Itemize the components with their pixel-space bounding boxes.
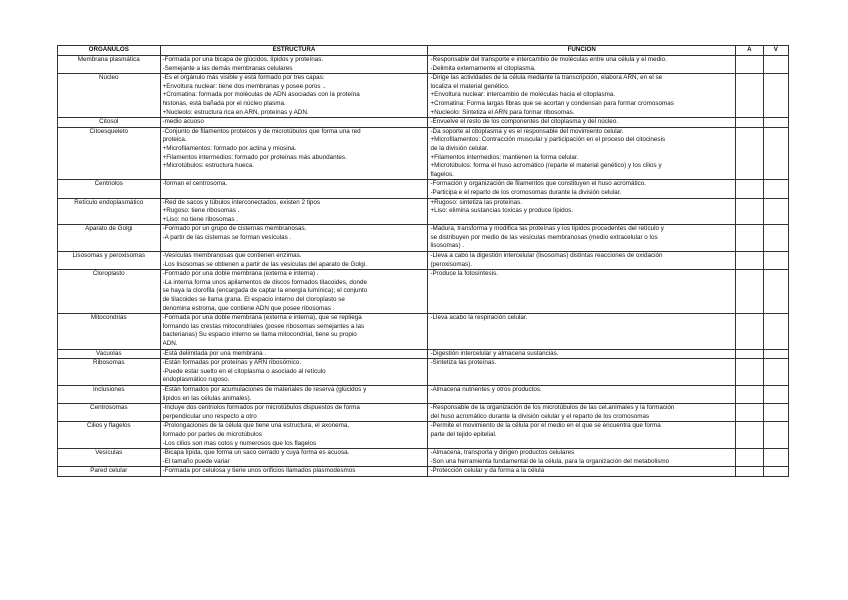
function-line: +Microtúbulos: forma el huso acromático (reparte el material genético) y los cilios y (430, 162, 662, 170)
v-cell (763, 404, 788, 422)
structure-line: -Incluye dos centriolos formados por microtúbulos dispuestos de forma (162, 404, 360, 412)
structure-cell (160, 385, 428, 403)
v-cell (763, 56, 788, 74)
structure-line: proteica. (162, 136, 187, 144)
structure-line: -Los cilios son mas cotos y numerosos que los flagelos (162, 439, 317, 447)
a-cell (736, 422, 764, 449)
table-row (58, 314, 789, 349)
structure-line: lípidos en las células animales). (162, 394, 252, 402)
function-line: -Digestión intercelular y almacena sustancias. (430, 349, 559, 357)
function-line: -Da soporte al citoplasma y es el responsable del movimiento celular. (430, 127, 624, 135)
table-row (58, 349, 789, 359)
table-row (58, 56, 789, 74)
function-line: -Protección celular y da forma a la célula (430, 467, 545, 475)
structure-cell (160, 252, 428, 270)
structure-cell (160, 180, 428, 198)
table-row (58, 385, 789, 403)
v-cell (763, 74, 788, 118)
organelle-name: Ribosomas (58, 359, 161, 386)
header-a: A (736, 46, 764, 56)
a-cell (736, 385, 764, 403)
header-estructura: ESTRUCTURA (160, 46, 428, 56)
structure-line: formado por partes de microtúbulos (162, 430, 262, 438)
organelle-name: Retículo endoplasmático (58, 198, 161, 225)
structure-line: -A partir de las cisternas se forman vesículas . (162, 233, 292, 241)
a-cell (736, 56, 764, 74)
function-line: -Produce la fotosíntesis. (430, 270, 499, 278)
structure-line: +Cromatina: formada por moléculas de ADN asociadas con la proteína (162, 91, 360, 99)
a-cell (736, 449, 764, 467)
organelle-name: Cloroplasto (58, 270, 161, 314)
table-body (58, 56, 789, 477)
function-line: -Responsable del transporte e intercambio de moléculas entre una célula y el medio. (430, 56, 667, 63)
organelle-name: Citosol (58, 118, 161, 128)
structure-line: +Liso: no tiene ribosomas . (162, 215, 238, 223)
table-row (58, 198, 789, 225)
structure-line: +Rugoso: tiene ribosomas . (162, 207, 240, 215)
organelle-name: Inclusiones (58, 385, 161, 403)
structure-line: -Formada por una doble membrana (externa e interna), que se repliega (162, 314, 362, 322)
v-cell (763, 467, 788, 477)
structure-cell (160, 118, 428, 128)
structure-line: -medio acuoso (162, 118, 204, 126)
function-cell (428, 422, 736, 449)
organelles-table (57, 45, 789, 477)
table-row (58, 252, 789, 270)
table-row (58, 180, 789, 198)
structure-cell (160, 225, 428, 252)
function-line: -Dirige las actividades de la célula mediante la transcripción, elabora ARN, en el se (430, 74, 663, 82)
table-row (58, 127, 789, 180)
function-line: +Cromatina: Forma largas fibras que se acortan y condensan para formar cromosomas (430, 99, 674, 107)
v-cell (763, 198, 788, 225)
organelle-name: Pared celular (58, 467, 161, 477)
structure-line: -Conjunto de filamentos proteicos y de microtúbulos que forma una red (162, 127, 361, 135)
structure-line: -Bicapa lípida, que forma un saco cerrado y cuya forma es acuosa. (162, 449, 350, 457)
header-row (58, 46, 789, 56)
structure-cell (160, 359, 428, 386)
table-row (58, 449, 789, 467)
v-cell (763, 349, 788, 359)
function-line: -Madura, transforma y modifica las proteínas y los lípidos procedentes del retículo y (430, 225, 664, 233)
function-cell (428, 56, 736, 74)
function-line: +Envoltura nuclear: intercambio de moléculas hacia el citoplasma. (430, 91, 616, 99)
structure-line: se haya la clorofila (encargada de captar la energía lumínica); el conjunto (162, 287, 368, 295)
table-row (58, 74, 789, 118)
function-line: +Filamentos intermedios: mantienen la forma celular. (430, 153, 579, 161)
v-cell (763, 385, 788, 403)
a-cell (736, 270, 764, 314)
function-line: se distribuyen por medio de las vesículas membranosas (medio extracelular o los (430, 233, 658, 241)
v-cell (763, 270, 788, 314)
organelle-name: Membrana plasmática (58, 56, 161, 74)
a-cell (736, 180, 764, 198)
function-cell (428, 180, 736, 198)
header-funcion: FUNCIÓN (428, 46, 736, 56)
table-row (58, 270, 789, 314)
a-cell (736, 349, 764, 359)
structure-cell (160, 404, 428, 422)
structure-line: histonas, está bañada por el núcleo plasma. (162, 99, 286, 107)
structure-line: de tilacoides se llama grana. El espacio interno del cloroplasto se (162, 296, 345, 304)
structure-cell (160, 270, 428, 314)
v-cell (763, 314, 788, 349)
structure-cell (160, 349, 428, 359)
function-cell (428, 252, 736, 270)
function-cell (428, 404, 736, 422)
a-cell (736, 359, 764, 386)
structure-cell (160, 56, 428, 74)
structure-cell (160, 314, 428, 349)
structure-line: endoplasmático rugoso. (162, 376, 230, 384)
a-cell (736, 404, 764, 422)
structure-cell (160, 198, 428, 225)
function-cell (428, 359, 736, 386)
a-cell (736, 198, 764, 225)
function-line: de la división celular. (430, 144, 489, 152)
function-cell (428, 225, 736, 252)
function-line: del huso acromático durante la división celular y el reparto de los cromosomas (430, 412, 650, 420)
structure-line: -El tamaño puede variar (162, 457, 230, 465)
structure-line: +Nucleolo: estructura rica en ARN, proteínas y ADN. (162, 108, 309, 116)
header-v: V (763, 46, 788, 56)
structure-line: -forman el centrosoma. (162, 180, 228, 188)
structure-line: bacterianas) Su espacio interno se llama mitocondrial, tiene su propio (162, 331, 357, 339)
function-cell (428, 270, 736, 314)
structure-line: -Están formadas por proteínas y ARN ribosómico. (162, 359, 302, 367)
structure-line: -Semejante a las demás membranas celulares (162, 64, 293, 72)
organelle-name: Núcleo (58, 74, 161, 118)
structure-cell (160, 74, 428, 118)
structure-line: -Es el orgánulo más visible y está formado por tres capas: (162, 74, 325, 82)
organelle-name: Mitocondrias (58, 314, 161, 349)
function-cell (428, 74, 736, 118)
structure-line: -Formado por un grupo de cisternas membranosas. (162, 225, 307, 233)
structure-line: -Formada por una bicapa de glúcidos, lípidos y proteínas. (162, 56, 324, 63)
structure-line: +Filamentos intermedios: formado por proteínas más abundantes. (162, 153, 347, 161)
a-cell (736, 252, 764, 270)
v-cell (763, 252, 788, 270)
structure-cell (160, 127, 428, 180)
function-cell (428, 349, 736, 359)
a-cell (736, 118, 764, 128)
function-line: -Son una herramienta fundamental de la célula, para la organización del metabolismo (430, 457, 670, 465)
v-cell (763, 127, 788, 180)
structure-line: -Puede estar suelto en el citoplasma o asociado al retículo (162, 367, 326, 375)
function-line: -Participa e el reparto de los cromosomas durante la división celular. (430, 188, 622, 196)
organelle-name: Vacuolas (58, 349, 161, 359)
function-line: -Responsable de la organización de los microtúbulos de las cel.animales y la formación (430, 404, 675, 412)
table-row (58, 422, 789, 449)
structure-line: +Microtúbulos: estructura hueca. (162, 162, 255, 170)
v-cell (763, 225, 788, 252)
function-line: -Delimita externamente el citoplasma. (430, 64, 536, 72)
v-cell (763, 359, 788, 386)
organelle-name: Citoesqueleto (58, 127, 161, 180)
function-line: -Sintetiza las proteínas. (430, 359, 497, 367)
function-line: lisosomas) . (430, 242, 465, 250)
table-row (58, 225, 789, 252)
a-cell (736, 74, 764, 118)
structure-line: -Formada por celulosa y tiene unos orificios llamados plasmodesmos (162, 467, 356, 475)
function-cell (428, 385, 736, 403)
structure-cell (160, 467, 428, 477)
function-line: -Permite el movimiento de la célula por el medio en el que se encuentra que forma (430, 422, 661, 430)
function-line: +Rugoso: sintetiza las proteínas. (430, 198, 522, 206)
function-line: +Liso: elimina sustancias toxicas y produce lípidos. (430, 207, 574, 215)
organelle-name: Cilios y flagelos (58, 422, 161, 449)
function-line: -Envuelve el resto de los componentes del citoplasma y del núcleo. (430, 118, 619, 126)
structure-line: -Vesículas membranosas que contienen enzimas. (162, 252, 302, 260)
function-cell (428, 314, 736, 349)
structure-line: denomina estroma, que contiene ADN que posee ribosomas . (162, 304, 335, 312)
function-line: -Formación y organización de filamentos que constituyen el huso acromático. (430, 180, 647, 188)
structure-line: ADN. (162, 340, 178, 347)
function-line: -Lleva acabo la respiración celular. (430, 314, 528, 322)
v-cell (763, 422, 788, 449)
structure-line: perpendicular uno respecto a otro (162, 412, 257, 420)
structure-line: +Microfilamentos: formado por actina y miosina. (162, 144, 297, 152)
organelle-name: Aparato de Golgi (58, 225, 161, 252)
structure-line: -Los lisosomas se obtienen a partir de las vesículas del aparato de Golgi. (162, 260, 367, 268)
table-row (58, 359, 789, 386)
v-cell (763, 118, 788, 128)
function-cell (428, 198, 736, 225)
structure-line: formando las crestas mitocondriales (posee ribosomas semejantes a las (162, 322, 365, 330)
structure-cell (160, 449, 428, 467)
function-line: localiza el material genético. (430, 82, 510, 90)
function-line: +Microfilamentos: Contracción muscular y participación en el proceso del citocinesis (430, 136, 666, 144)
function-cell (428, 127, 736, 180)
function-cell (428, 118, 736, 128)
table-row (58, 404, 789, 422)
structure-line: -Red de sacos y túbulos interconectados, existen 2 tipos (162, 198, 321, 206)
function-line: parte del tejido epitelial. (430, 430, 497, 438)
table-row (58, 467, 789, 477)
function-cell (428, 449, 736, 467)
structure-cell (160, 422, 428, 449)
function-line: flagelos. (430, 170, 454, 178)
organelle-name: Lisosomas y peroxisomas (58, 252, 161, 270)
table-row (58, 118, 789, 128)
structure-line: -Prolongaciones de la célula que tiene una estructura, el axonema, (162, 422, 350, 430)
a-cell (736, 314, 764, 349)
structure-line: -Está delimitada por una membrana . (162, 349, 267, 357)
function-line: -Almacena, transporta y dirigen productos celulares (430, 449, 575, 457)
structure-line: -Están formados por acumulaciones de materiales de reserva (glúcidos y (162, 385, 367, 393)
function-line: (peroxisomas). (430, 260, 473, 268)
structure-line: +Envoltura nuclear: tiene dos membranas y posee poros .. (162, 82, 326, 90)
a-cell (736, 127, 764, 180)
function-line: +Nucleolo: Sintetiza el ARN para formar ribosomas. (430, 108, 575, 116)
organelle-name: Vesículas (58, 449, 161, 467)
organelle-name: Centriolos (58, 180, 161, 198)
structure-line: -Formado por una doble membrana (externa e interna) . (162, 270, 319, 278)
structure-line: -La interna forma unos apilamentos de discos formados tilacoides, donde (162, 278, 367, 286)
function-line: -Almacena nutrientes y otros productos. (430, 385, 542, 393)
v-cell (763, 449, 788, 467)
function-cell (428, 467, 736, 477)
a-cell (736, 467, 764, 477)
organelle-name: Centrosomas (58, 404, 161, 422)
function-line: -Lleva a cabo la digestión intercelular (lisosomas) distintas reacciones de oxidación (430, 252, 663, 260)
header-organulos: ORGÁNULOS (58, 46, 161, 56)
v-cell (763, 180, 788, 198)
a-cell (736, 225, 764, 252)
